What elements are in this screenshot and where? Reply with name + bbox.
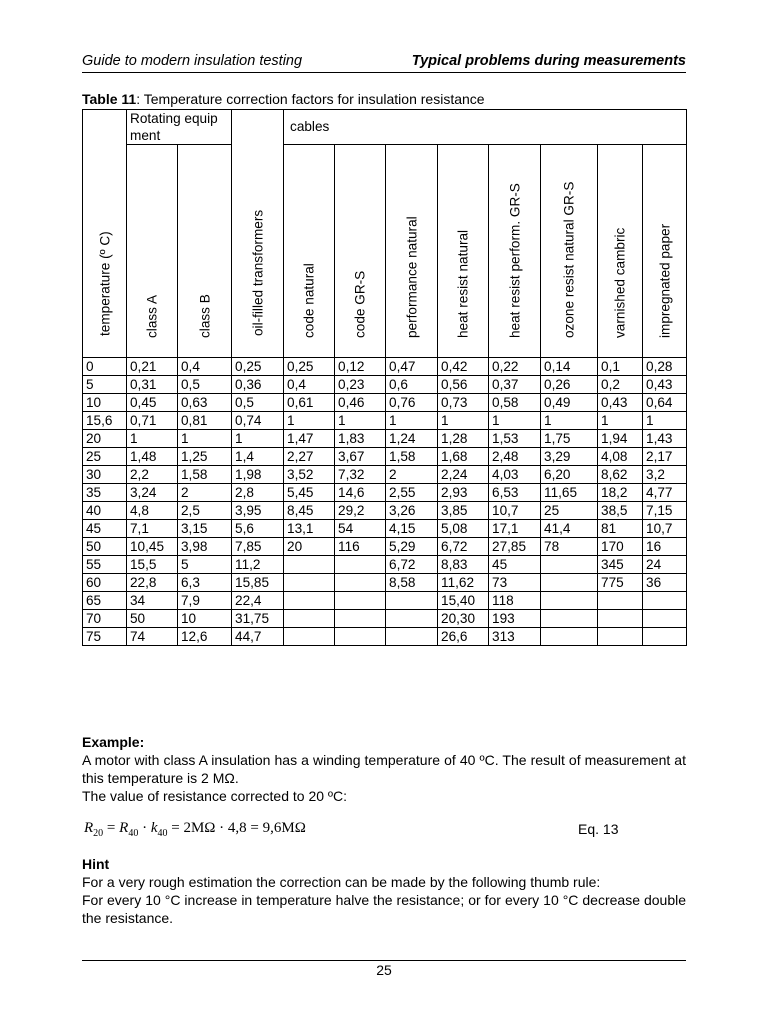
table-cell: 0,43: [643, 376, 687, 394]
table-cell: [335, 610, 386, 628]
column-header: heat resist perform. GR-S: [489, 145, 541, 358]
table-cell: 4,15: [386, 520, 438, 538]
table-row: [83, 394, 687, 412]
table-row: [83, 502, 687, 520]
table-cell: 0,76: [386, 394, 438, 412]
table-cell: 0,37: [489, 376, 541, 394]
table-cell: 81: [598, 520, 643, 538]
table-cell: 1,28: [438, 430, 489, 448]
table-cell: [335, 628, 386, 646]
table-cell: 0,45: [127, 394, 178, 412]
table-cell: 36: [643, 574, 687, 592]
table-cell: 0,73: [438, 394, 489, 412]
table-cell: 2,24: [438, 466, 489, 484]
table-cell: 27,85: [489, 538, 541, 556]
table-cell: 0,5: [232, 394, 284, 412]
table-cell: 7,15: [643, 502, 687, 520]
example-paragraph: The value of resistance corrected to 20 ºC:: [82, 788, 348, 804]
table-cell: 6,72: [438, 538, 489, 556]
table-cell: 0,12: [335, 358, 386, 376]
table-cell: 1: [598, 412, 643, 430]
table-cell: [335, 556, 386, 574]
table-cell: 8,83: [438, 556, 489, 574]
table-cell: 3,24: [127, 484, 178, 502]
table-cell: 0,14: [541, 358, 598, 376]
table-cell: 8,62: [598, 466, 643, 484]
table-cell: 1: [541, 412, 598, 430]
table-cell: 4,08: [598, 448, 643, 466]
table-cell: 1,43: [643, 430, 687, 448]
table-cell: 3,15: [178, 520, 232, 538]
table-cell: 1: [232, 430, 284, 448]
table-cell: 0,26: [541, 376, 598, 394]
table-cell: 1,48: [127, 448, 178, 466]
table-cell: 0,31: [127, 376, 178, 394]
table-cell: 6,72: [386, 556, 438, 574]
table-cell: 26,6: [438, 628, 489, 646]
table-cell: 45: [489, 556, 541, 574]
header-title: Guide to modern insulation testing: [82, 53, 303, 69]
table-cell: [284, 628, 335, 646]
table-cell: 1: [438, 412, 489, 430]
table-cell: 22,8: [127, 574, 178, 592]
column-header: code GR-S: [335, 145, 386, 358]
table-header-row-1: [83, 110, 687, 145]
table-header-row-2: [83, 145, 687, 358]
table-cell: 1,53: [489, 430, 541, 448]
table-cell: 8,45: [284, 502, 335, 520]
column-header: class A: [127, 145, 178, 358]
table-cell: 31,75: [232, 610, 284, 628]
table-cell: 0,22: [489, 358, 541, 376]
running-header: [82, 52, 686, 73]
table-row: [83, 448, 687, 466]
table-row: [83, 358, 687, 376]
table-cell: 5,08: [438, 520, 489, 538]
table-cell: 1,98: [232, 466, 284, 484]
table-cell: 5: [178, 556, 232, 574]
table-cell: [284, 592, 335, 610]
column-header: performance natural: [386, 145, 438, 358]
header-section: Typical problems during measurements: [411, 53, 686, 69]
table-cell: 24: [643, 556, 687, 574]
table-cell: [386, 628, 438, 646]
table-cell: 0,47: [386, 358, 438, 376]
table-cell: 35: [83, 484, 127, 502]
table-cell: 60: [83, 574, 127, 592]
table-cell: 1: [284, 412, 335, 430]
table-cell: [541, 592, 598, 610]
example-section: [82, 733, 686, 805]
table-row: [83, 466, 687, 484]
table-cell: 18,2: [598, 484, 643, 502]
table-cell: 6,53: [489, 484, 541, 502]
table-row: [83, 610, 687, 628]
table-cell: 55: [83, 556, 127, 574]
table-cell: 73: [489, 574, 541, 592]
table-cell: 0,42: [438, 358, 489, 376]
table-cell: 1,68: [438, 448, 489, 466]
equation-formula: $R_{20} = R_{40} \cdot k_{40} = 2M\Omega \cdot 4,8 = 9,6M\Omega$: [84, 820, 306, 839]
table-cell: 25: [541, 502, 598, 520]
table-cell: 11,2: [232, 556, 284, 574]
table-caption-text: : Temperature correction factors for insulation resistance: [136, 91, 485, 107]
table-cell: 1,58: [386, 448, 438, 466]
column-header: ozone resist natural GR-S: [541, 145, 598, 358]
table-cell: 0,21: [127, 358, 178, 376]
table-cell: 12,6: [178, 628, 232, 646]
table-cell: 1,94: [598, 430, 643, 448]
page-number: 25: [376, 962, 392, 978]
table-cell: 2,48: [489, 448, 541, 466]
table-cell: [643, 592, 687, 610]
table-cell: 5,45: [284, 484, 335, 502]
table-cell: 1,58: [178, 466, 232, 484]
table-cell: 11,65: [541, 484, 598, 502]
table-cell: 6,3: [178, 574, 232, 592]
table-cell: 15,40: [438, 592, 489, 610]
table-cell: 41,4: [541, 520, 598, 538]
table-cell: 2,8: [232, 484, 284, 502]
table-cell: 1,75: [541, 430, 598, 448]
hint-paragraph: For a very rough estimation the correction can be made by the following thumb rule:: [82, 874, 601, 890]
table-row: [83, 556, 687, 574]
table-cell: 70: [83, 610, 127, 628]
table-cell: 40: [83, 502, 127, 520]
table-cell: 0,61: [284, 394, 335, 412]
table-cell: 14,6: [335, 484, 386, 502]
table-cell: 1: [489, 412, 541, 430]
table-cell: [541, 628, 598, 646]
correction-factors-table: [82, 109, 687, 646]
table-cell: 7,1: [127, 520, 178, 538]
column-header: impregnated paper: [643, 145, 687, 358]
table-cell: 17,1: [489, 520, 541, 538]
table-cell: 0,28: [643, 358, 687, 376]
hint-heading: Hint: [82, 856, 110, 872]
table-cell: 193: [489, 610, 541, 628]
table-cell: 2,55: [386, 484, 438, 502]
table-cell: 2,27: [284, 448, 335, 466]
table-cell: 0,23: [335, 376, 386, 394]
table-cell: 75: [83, 628, 127, 646]
table-cell: 30: [83, 466, 127, 484]
table-cell: [335, 592, 386, 610]
table-cell: 7,85: [232, 538, 284, 556]
table-cell: [541, 556, 598, 574]
table-cell: [386, 610, 438, 628]
table-cell: [598, 592, 643, 610]
table-cell: 74: [127, 628, 178, 646]
table-cell: 1,4: [232, 448, 284, 466]
table-row: [83, 376, 687, 394]
example-paragraph: A motor with class A insulation has a winding temperature of 40 ºC. The result of measurement at this temperature is 2 MΩ.: [82, 752, 686, 786]
table-cell: 0,36: [232, 376, 284, 394]
table-cell: 118: [489, 592, 541, 610]
table-cell: 15,6: [83, 412, 127, 430]
table-cell: 78: [541, 538, 598, 556]
table-cell: 3,26: [386, 502, 438, 520]
table-cell: 2,17: [643, 448, 687, 466]
table-cell: 3,85: [438, 502, 489, 520]
column-header: varnished cambric: [598, 145, 643, 358]
table-cell: 10,7: [643, 520, 687, 538]
table-cell: 170: [598, 538, 643, 556]
table-cell: 0,4: [178, 358, 232, 376]
table-cell: 313: [489, 628, 541, 646]
table-cell: 38,5: [598, 502, 643, 520]
table-cell: 50: [83, 538, 127, 556]
table-cell: [541, 610, 598, 628]
page-footer: [82, 960, 686, 978]
table-cell: 65: [83, 592, 127, 610]
table-row: [83, 412, 687, 430]
table-cell: 0,74: [232, 412, 284, 430]
table-cell: 10: [178, 610, 232, 628]
table-cell: 0,46: [335, 394, 386, 412]
table-cell: 6,20: [541, 466, 598, 484]
table-cell: 15,85: [232, 574, 284, 592]
table-cell: 4,77: [643, 484, 687, 502]
table-cell: 10,7: [489, 502, 541, 520]
table-cell: 1,24: [386, 430, 438, 448]
table-cell: 3,67: [335, 448, 386, 466]
table-cell: 0,49: [541, 394, 598, 412]
table-cell: 116: [335, 538, 386, 556]
table-cell: 3,29: [541, 448, 598, 466]
table-cell: 8,58: [386, 574, 438, 592]
table-cell: 0,25: [232, 358, 284, 376]
table-cell: 25: [83, 448, 127, 466]
table-cell: 1: [335, 412, 386, 430]
equation: [82, 820, 686, 840]
table-cell: 20,30: [438, 610, 489, 628]
table-cell: 0,63: [178, 394, 232, 412]
column-header: temperature (º C): [83, 110, 127, 358]
column-header: class B: [178, 145, 232, 358]
table-cell: 44,7: [232, 628, 284, 646]
table-cell: [284, 556, 335, 574]
table-cell: [386, 592, 438, 610]
table-cell: 0: [83, 358, 127, 376]
hint-section: [82, 855, 686, 927]
table-row: [83, 430, 687, 448]
table-row: [83, 574, 687, 592]
table-cell: 1,47: [284, 430, 335, 448]
table-cell: 54: [335, 520, 386, 538]
table-cell: 29,2: [335, 502, 386, 520]
table-cell: 0,43: [598, 394, 643, 412]
group-header-rotating: Rotating equipment: [127, 110, 232, 145]
table-row: [83, 520, 687, 538]
table-cell: 50: [127, 610, 178, 628]
table-cell: 16: [643, 538, 687, 556]
table-cell: 22,4: [232, 592, 284, 610]
table-cell: [598, 628, 643, 646]
table-row: [83, 538, 687, 556]
table-cell: 13,1: [284, 520, 335, 538]
table-cell: 0,1: [598, 358, 643, 376]
table-cell: 1: [127, 430, 178, 448]
table-cell: 1,25: [178, 448, 232, 466]
table-cell: 45: [83, 520, 127, 538]
table-cell: 3,98: [178, 538, 232, 556]
table-cell: [643, 610, 687, 628]
table-cell: [335, 574, 386, 592]
table-cell: 1: [643, 412, 687, 430]
table-cell: 2,2: [127, 466, 178, 484]
table-cell: 0,6: [386, 376, 438, 394]
table-cell: 15,5: [127, 556, 178, 574]
table-cell: 0,56: [438, 376, 489, 394]
table-cell: 5: [83, 376, 127, 394]
table-cell: [643, 628, 687, 646]
column-header: heat resist natural: [438, 145, 489, 358]
table-cell: 0,71: [127, 412, 178, 430]
table-cell: 3,52: [284, 466, 335, 484]
table-cell: 0,81: [178, 412, 232, 430]
table-row: [83, 484, 687, 502]
table-caption: [82, 91, 485, 107]
table-cell: [598, 610, 643, 628]
table-row: [83, 628, 687, 646]
table-cell: 5,6: [232, 520, 284, 538]
table-cell: 775: [598, 574, 643, 592]
table-cell: 1: [178, 430, 232, 448]
table-row: [83, 592, 687, 610]
column-header: code natural: [284, 145, 335, 358]
table-cell: 20: [83, 430, 127, 448]
table-cell: 1: [386, 412, 438, 430]
table-cell: 345: [598, 556, 643, 574]
table-cell: 0,25: [284, 358, 335, 376]
table-cell: 0,4: [284, 376, 335, 394]
equation-number: Eq. 13: [578, 821, 619, 837]
table-cell: 7,32: [335, 466, 386, 484]
table-cell: [284, 574, 335, 592]
table-cell: 5,29: [386, 538, 438, 556]
table-cell: 10: [83, 394, 127, 412]
group-header-cables: cables: [284, 110, 687, 145]
table-cell: 2: [178, 484, 232, 502]
table-cell: 7,9: [178, 592, 232, 610]
table-cell: 2,93: [438, 484, 489, 502]
table-cell: 0,5: [178, 376, 232, 394]
table-cell: [541, 574, 598, 592]
table-cell: 34: [127, 592, 178, 610]
table-caption-label: Table 11: [82, 91, 137, 107]
table-cell: 2: [386, 466, 438, 484]
table-cell: 2,5: [178, 502, 232, 520]
example-heading: Example:: [82, 734, 145, 750]
table-cell: 1,83: [335, 430, 386, 448]
table-cell: 0,58: [489, 394, 541, 412]
table-cell: 11,62: [438, 574, 489, 592]
table-cell: 0,2: [598, 376, 643, 394]
table-cell: 4,03: [489, 466, 541, 484]
table-cell: 20: [284, 538, 335, 556]
table-cell: 3,95: [232, 502, 284, 520]
hint-paragraph: For every 10 °C increase in temperature halve the resistance; or for every 10 °C decrease double the resistance.: [82, 892, 686, 926]
table-cell: [284, 610, 335, 628]
table-cell: 4,8: [127, 502, 178, 520]
column-header: oil-filled transformers: [232, 110, 284, 358]
table-cell: 3,2: [643, 466, 687, 484]
table-cell: 10,45: [127, 538, 178, 556]
table-cell: 0,64: [643, 394, 687, 412]
